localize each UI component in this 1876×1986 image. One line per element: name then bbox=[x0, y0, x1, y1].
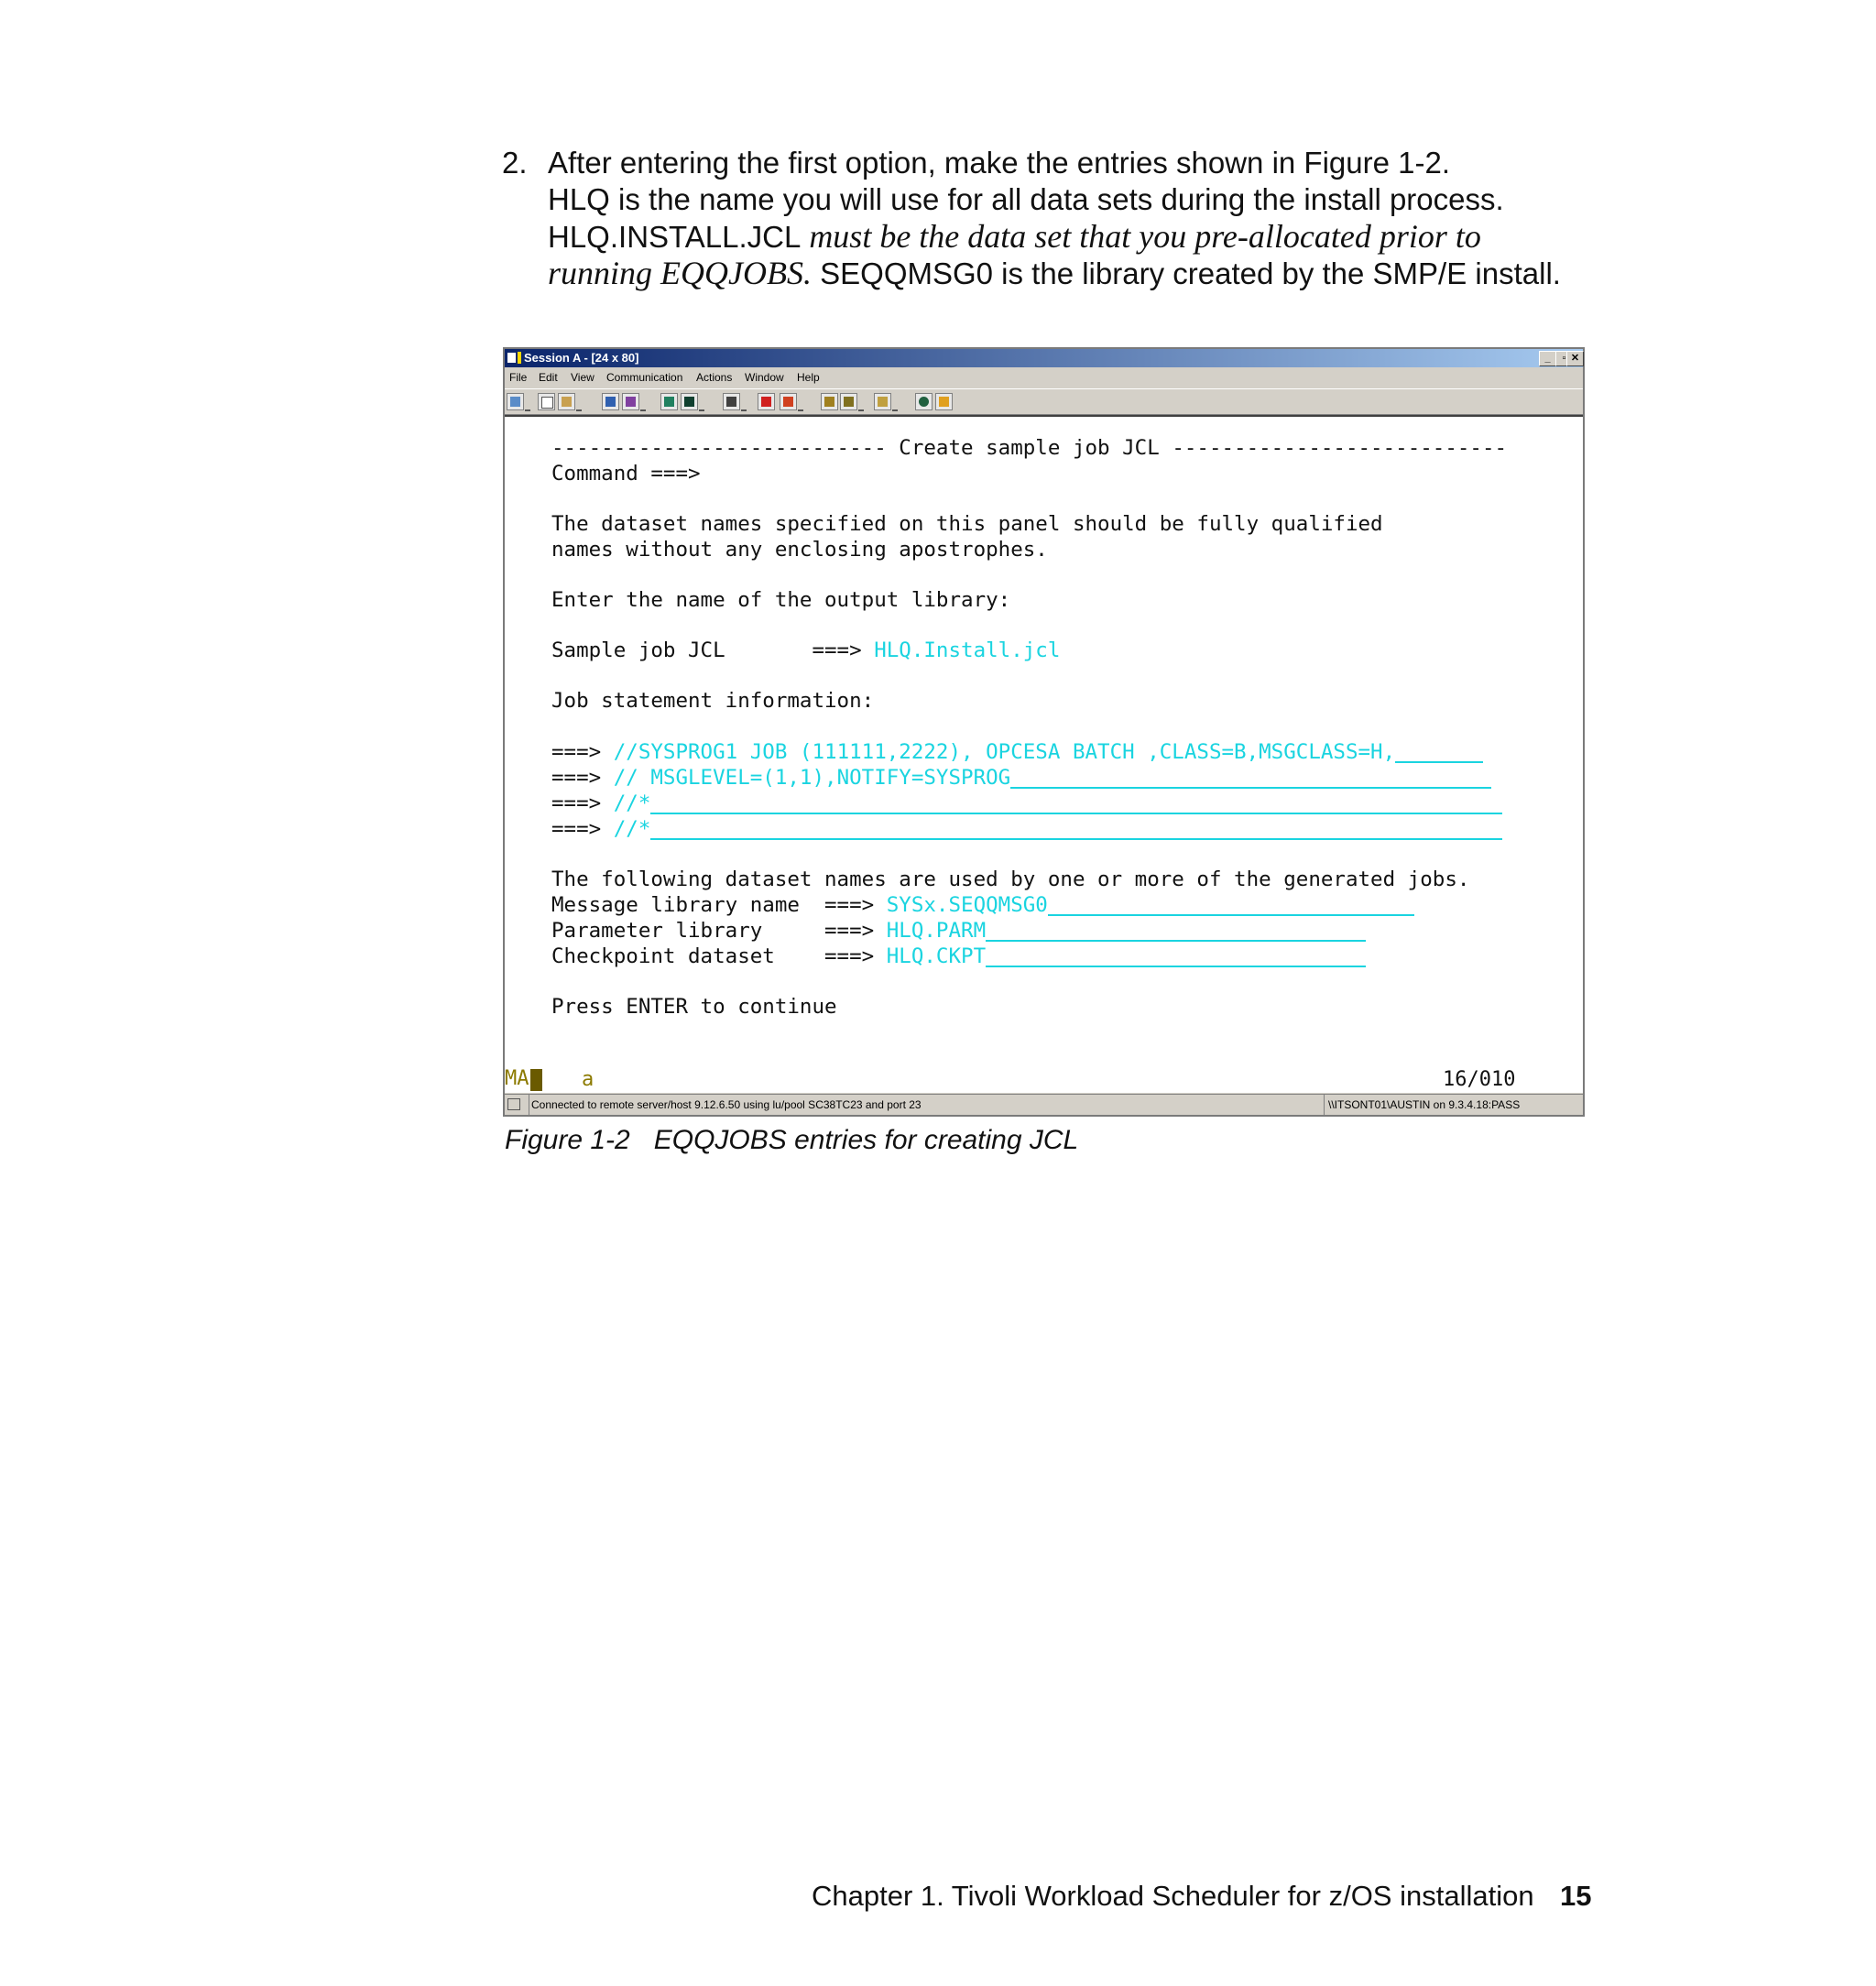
toolbar bbox=[505, 388, 1583, 415]
menu-view[interactable]: View bbox=[571, 371, 594, 384]
menu-actions[interactable]: Actions bbox=[696, 371, 733, 384]
step-emphasis-2: running EQQJOBS. bbox=[548, 255, 812, 291]
toolbar-separator bbox=[576, 394, 582, 411]
toolbar-separator bbox=[640, 394, 646, 411]
connection-icon bbox=[507, 1098, 520, 1110]
clipboard-icon[interactable] bbox=[874, 393, 891, 410]
menu-bar bbox=[505, 367, 1583, 387]
step-line-3 bbox=[548, 218, 1481, 256]
figure-title: EQQJOBS entries for creating JCL bbox=[653, 1125, 1079, 1155]
menu-file[interactable]: File bbox=[509, 371, 528, 384]
job-line-4-row bbox=[551, 816, 1502, 842]
job-line-3-row bbox=[551, 791, 1502, 816]
field-underline bbox=[1048, 892, 1414, 916]
toolbar-separator bbox=[741, 394, 747, 411]
toolbar-separator bbox=[798, 394, 803, 411]
message-library-row bbox=[551, 892, 1414, 918]
step-line-1: After entering the first option, make the entries shown in Figure 1-2. bbox=[548, 146, 1451, 180]
parameter-library-label: Parameter library ===> bbox=[551, 919, 887, 943]
press-enter-text: Press ENTER to continue bbox=[551, 995, 837, 1019]
info-line-2: names without any enclosing apostrophes. bbox=[551, 538, 1048, 562]
macro-edit-icon[interactable] bbox=[840, 393, 857, 410]
step-line-4-rest: SEQQMSG0 is the library created by the SMP/E install. bbox=[811, 256, 1561, 290]
restore-button[interactable]: ▫ bbox=[1555, 351, 1573, 366]
cursor-position: 16/010 bbox=[1443, 1068, 1516, 1091]
title-bar[interactable] bbox=[505, 349, 1583, 367]
terminal-screen[interactable] bbox=[505, 415, 1583, 1069]
field-underline bbox=[986, 944, 1366, 967]
keyboard-map-icon[interactable] bbox=[723, 393, 740, 410]
command-line[interactable]: Command ===> bbox=[551, 462, 701, 486]
checkpoint-dataset-row bbox=[551, 944, 1366, 969]
job-line-1-input[interactable]: //SYSPROG1 JOB (111111,2222), OPCESA BATCH ,CLASS=B,MSGCLASS=H, bbox=[613, 740, 1396, 764]
field-underline bbox=[650, 791, 1502, 814]
minimize-button[interactable]: _ bbox=[1539, 351, 1556, 366]
send-file-icon[interactable] bbox=[602, 393, 619, 410]
figure-caption bbox=[505, 1125, 1078, 1156]
oia-lock-indicator bbox=[530, 1069, 542, 1091]
paste-icon[interactable] bbox=[558, 393, 575, 410]
macro-play-icon[interactable] bbox=[821, 393, 838, 410]
job-line-4-input[interactable]: //* bbox=[613, 817, 651, 841]
job-arrow: ===> bbox=[551, 766, 614, 790]
job-arrow: ===> bbox=[551, 791, 614, 815]
session-host-info: \\ITSONT01\AUSTIN on 9.3.4.18:PASS bbox=[1324, 1095, 1520, 1115]
menu-edit[interactable]: Edit bbox=[539, 371, 558, 384]
menu-window[interactable]: Window bbox=[745, 371, 784, 384]
header-rule-right: --------------------------- bbox=[1172, 436, 1508, 460]
job-arrow: ===> bbox=[551, 740, 614, 764]
emulator-window bbox=[503, 347, 1585, 1117]
system-menu-icon[interactable] bbox=[507, 353, 516, 363]
header-rule-left: --------------------------- bbox=[551, 436, 887, 460]
figure-label: Figure 1-2 bbox=[505, 1125, 630, 1155]
field-underline bbox=[1010, 765, 1491, 789]
macro-stop-icon[interactable] bbox=[780, 393, 797, 410]
menu-help[interactable]: Help bbox=[797, 371, 820, 384]
field-underline bbox=[986, 918, 1366, 942]
display-icon[interactable] bbox=[660, 393, 678, 410]
field-underline bbox=[1395, 739, 1483, 763]
checkpoint-dataset-input[interactable]: HLQ.CKPT bbox=[886, 944, 987, 968]
print-screen-icon[interactable] bbox=[507, 393, 524, 410]
step-emphasis-1: must be the data set that you pre-allocated prior to bbox=[801, 218, 1481, 255]
copy-icon[interactable] bbox=[538, 393, 555, 410]
status-bar bbox=[505, 1094, 1583, 1116]
field-underline bbox=[650, 816, 1502, 840]
job-line-2-row bbox=[551, 765, 1491, 791]
panel-title: Create sample job JCL bbox=[886, 436, 1172, 460]
job-info-label: Job statement information: bbox=[551, 689, 875, 713]
menu-communication[interactable]: Communication bbox=[606, 371, 683, 384]
chapter-footer: Chapter 1. Tivoli Workload Scheduler for z/OS installation bbox=[812, 1880, 1534, 1912]
macro-record-icon[interactable] bbox=[758, 393, 775, 410]
step-number: 2. bbox=[502, 146, 528, 180]
sample-jcl-row bbox=[551, 638, 1060, 663]
parameter-library-row bbox=[551, 918, 1366, 944]
page-number: 15 bbox=[1560, 1880, 1592, 1912]
session-icon bbox=[518, 352, 521, 364]
sample-jcl-label: Sample job JCL ===> bbox=[551, 638, 875, 662]
step-line-4 bbox=[548, 255, 1561, 292]
parameter-library-input[interactable]: HLQ.PARM bbox=[886, 919, 987, 943]
oia-mode: MA bbox=[505, 1067, 529, 1090]
window-title: Session A - [24 x 80] bbox=[524, 351, 639, 365]
panel-header bbox=[551, 435, 1507, 461]
enter-output-prompt: Enter the name of the output library: bbox=[551, 588, 1011, 612]
job-line-1-row bbox=[551, 739, 1483, 765]
job-line-3-input[interactable]: //* bbox=[613, 791, 651, 815]
checkpoint-dataset-label: Checkpoint dataset ===> bbox=[551, 944, 887, 968]
globe-icon[interactable] bbox=[915, 393, 933, 410]
operator-info-area bbox=[505, 1067, 1583, 1093]
info-line-1: The dataset names specified on this panel should be fully qualified bbox=[551, 512, 1383, 536]
job-line-2-input[interactable]: // MSGLEVEL=(1,1),NOTIFY=SYSPROG bbox=[613, 766, 1011, 790]
toolbar-separator bbox=[699, 394, 704, 411]
following-datasets-text: The following dataset names are used by one or more of the generated jobs. bbox=[551, 868, 1470, 891]
toolbar-separator bbox=[892, 394, 898, 411]
receive-file-icon[interactable] bbox=[622, 393, 639, 410]
oia-indicator: a bbox=[582, 1068, 594, 1091]
sample-jcl-input[interactable]: HLQ.Install.jcl bbox=[874, 638, 1061, 662]
help-icon[interactable] bbox=[935, 393, 953, 410]
connection-status: Connected to remote server/host 9.12.6.50 using lu/pool SC38TC23 and port 23 bbox=[529, 1095, 922, 1115]
job-arrow: ===> bbox=[551, 817, 614, 841]
step-line-2: HLQ is the name you will use for all data sets during the install process. bbox=[548, 182, 1504, 216]
toolbar-separator bbox=[858, 394, 864, 411]
dataset-name: HLQ.INSTALL.JCL bbox=[548, 220, 802, 254]
close-button[interactable]: ✕ bbox=[1566, 351, 1584, 366]
message-library-input[interactable]: SYSx.SEQQMSG0 bbox=[886, 893, 1048, 917]
message-library-label: Message library name ===> bbox=[551, 893, 887, 917]
color-map-icon[interactable] bbox=[681, 393, 698, 410]
toolbar-separator bbox=[525, 394, 530, 411]
